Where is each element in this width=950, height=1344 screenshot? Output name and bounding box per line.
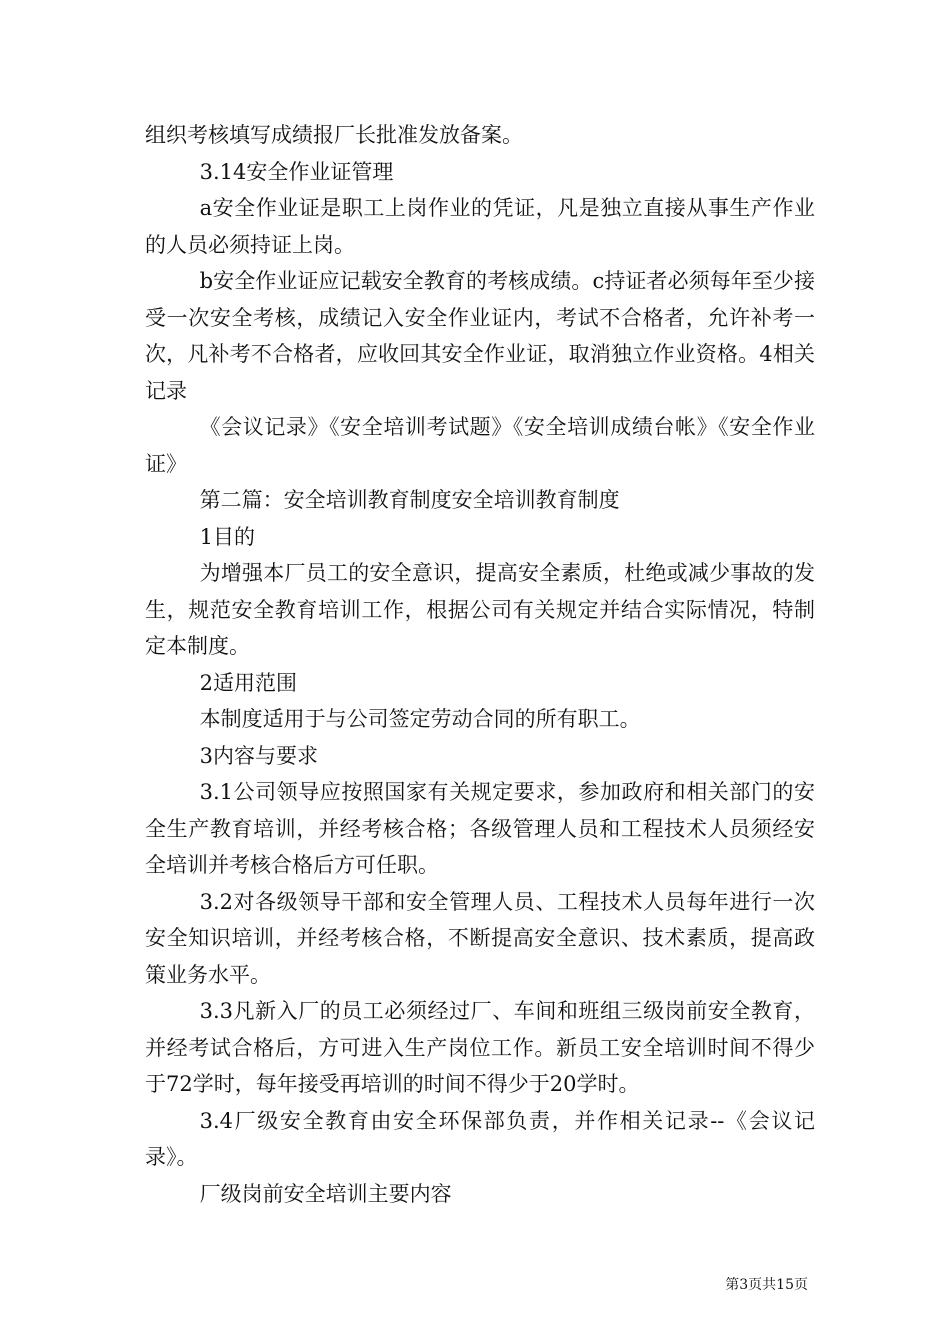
paragraph: 第二篇：安全培训教育制度安全培训教育制度 [199, 488, 620, 512]
paragraph: 《会议记录》《安全培训考试题》《安全培训成绩台帐》《安全作业证》 [145, 415, 815, 476]
paragraph: 3内容与要求 [199, 743, 318, 768]
paragraph: 2适用范围 [199, 670, 297, 695]
paragraph: 3.1公司领导应按照国家有关规定要求，参加政府和相关部门的安全生产教育培训，并经考核合格；各级管理人员和工程技术人员须经安全培训并考核合格后方可任职。 [145, 780, 815, 877]
paragraph: 厂级岗前安全培训主要内容 [199, 1181, 452, 1206]
paragraph: 3.4厂级安全教育由安全环保部负责，并作相关记录--《会议记录》。 [145, 1108, 815, 1169]
paragraph: 为增强本厂员工的安全意识，提高安全素质，杜绝或减少事故的发生，规范安全教育培训工作，根据公司有关规定并结合实际情况，特制定本制度。 [145, 561, 815, 658]
paragraph: 3.3凡新入厂的员工必须经过厂、车间和班组三级岗前安全教育，并经考试合格后，方可进入生产岗位工作。新员工安全培训时间不得少于72学时，每年接受再培训的时间不得少于20学时。 [145, 999, 815, 1096]
paragraph: 3.2对各级领导干部和安全管理人员、工程技术人员每年进行一次安全知识培训，并经考核合格，不断提高安全意识、技术素质，提高政策业务水平。 [145, 889, 815, 987]
paragraph: 3.14安全作业证管理 [199, 159, 394, 184]
paragraph: a安全作业证是职工上岗作业的凭证，凡是独立直接从事生产作业的人员必须持证上岗。 [145, 196, 815, 257]
paragraph: 本制度适用于与公司签定劳动合同的所有职工。 [199, 707, 641, 731]
document-body [145, 117, 815, 1212]
paragraph: 组织考核填写成绩报厂长批准发放备案。 [145, 123, 523, 147]
paragraph: 1目的 [199, 524, 255, 549]
paragraph: b安全作业证应记载安全教育的考核成绩。c持证者必须每年至少接受一次安全考核，成绩记入安全作业证内，考试不合格者，允许补考一次，凡补考不合格者，应收回其安全作业证，取消独立作业资格。4相关记录 [145, 269, 815, 403]
page-number: 第3页共15页 [725, 1277, 808, 1293]
